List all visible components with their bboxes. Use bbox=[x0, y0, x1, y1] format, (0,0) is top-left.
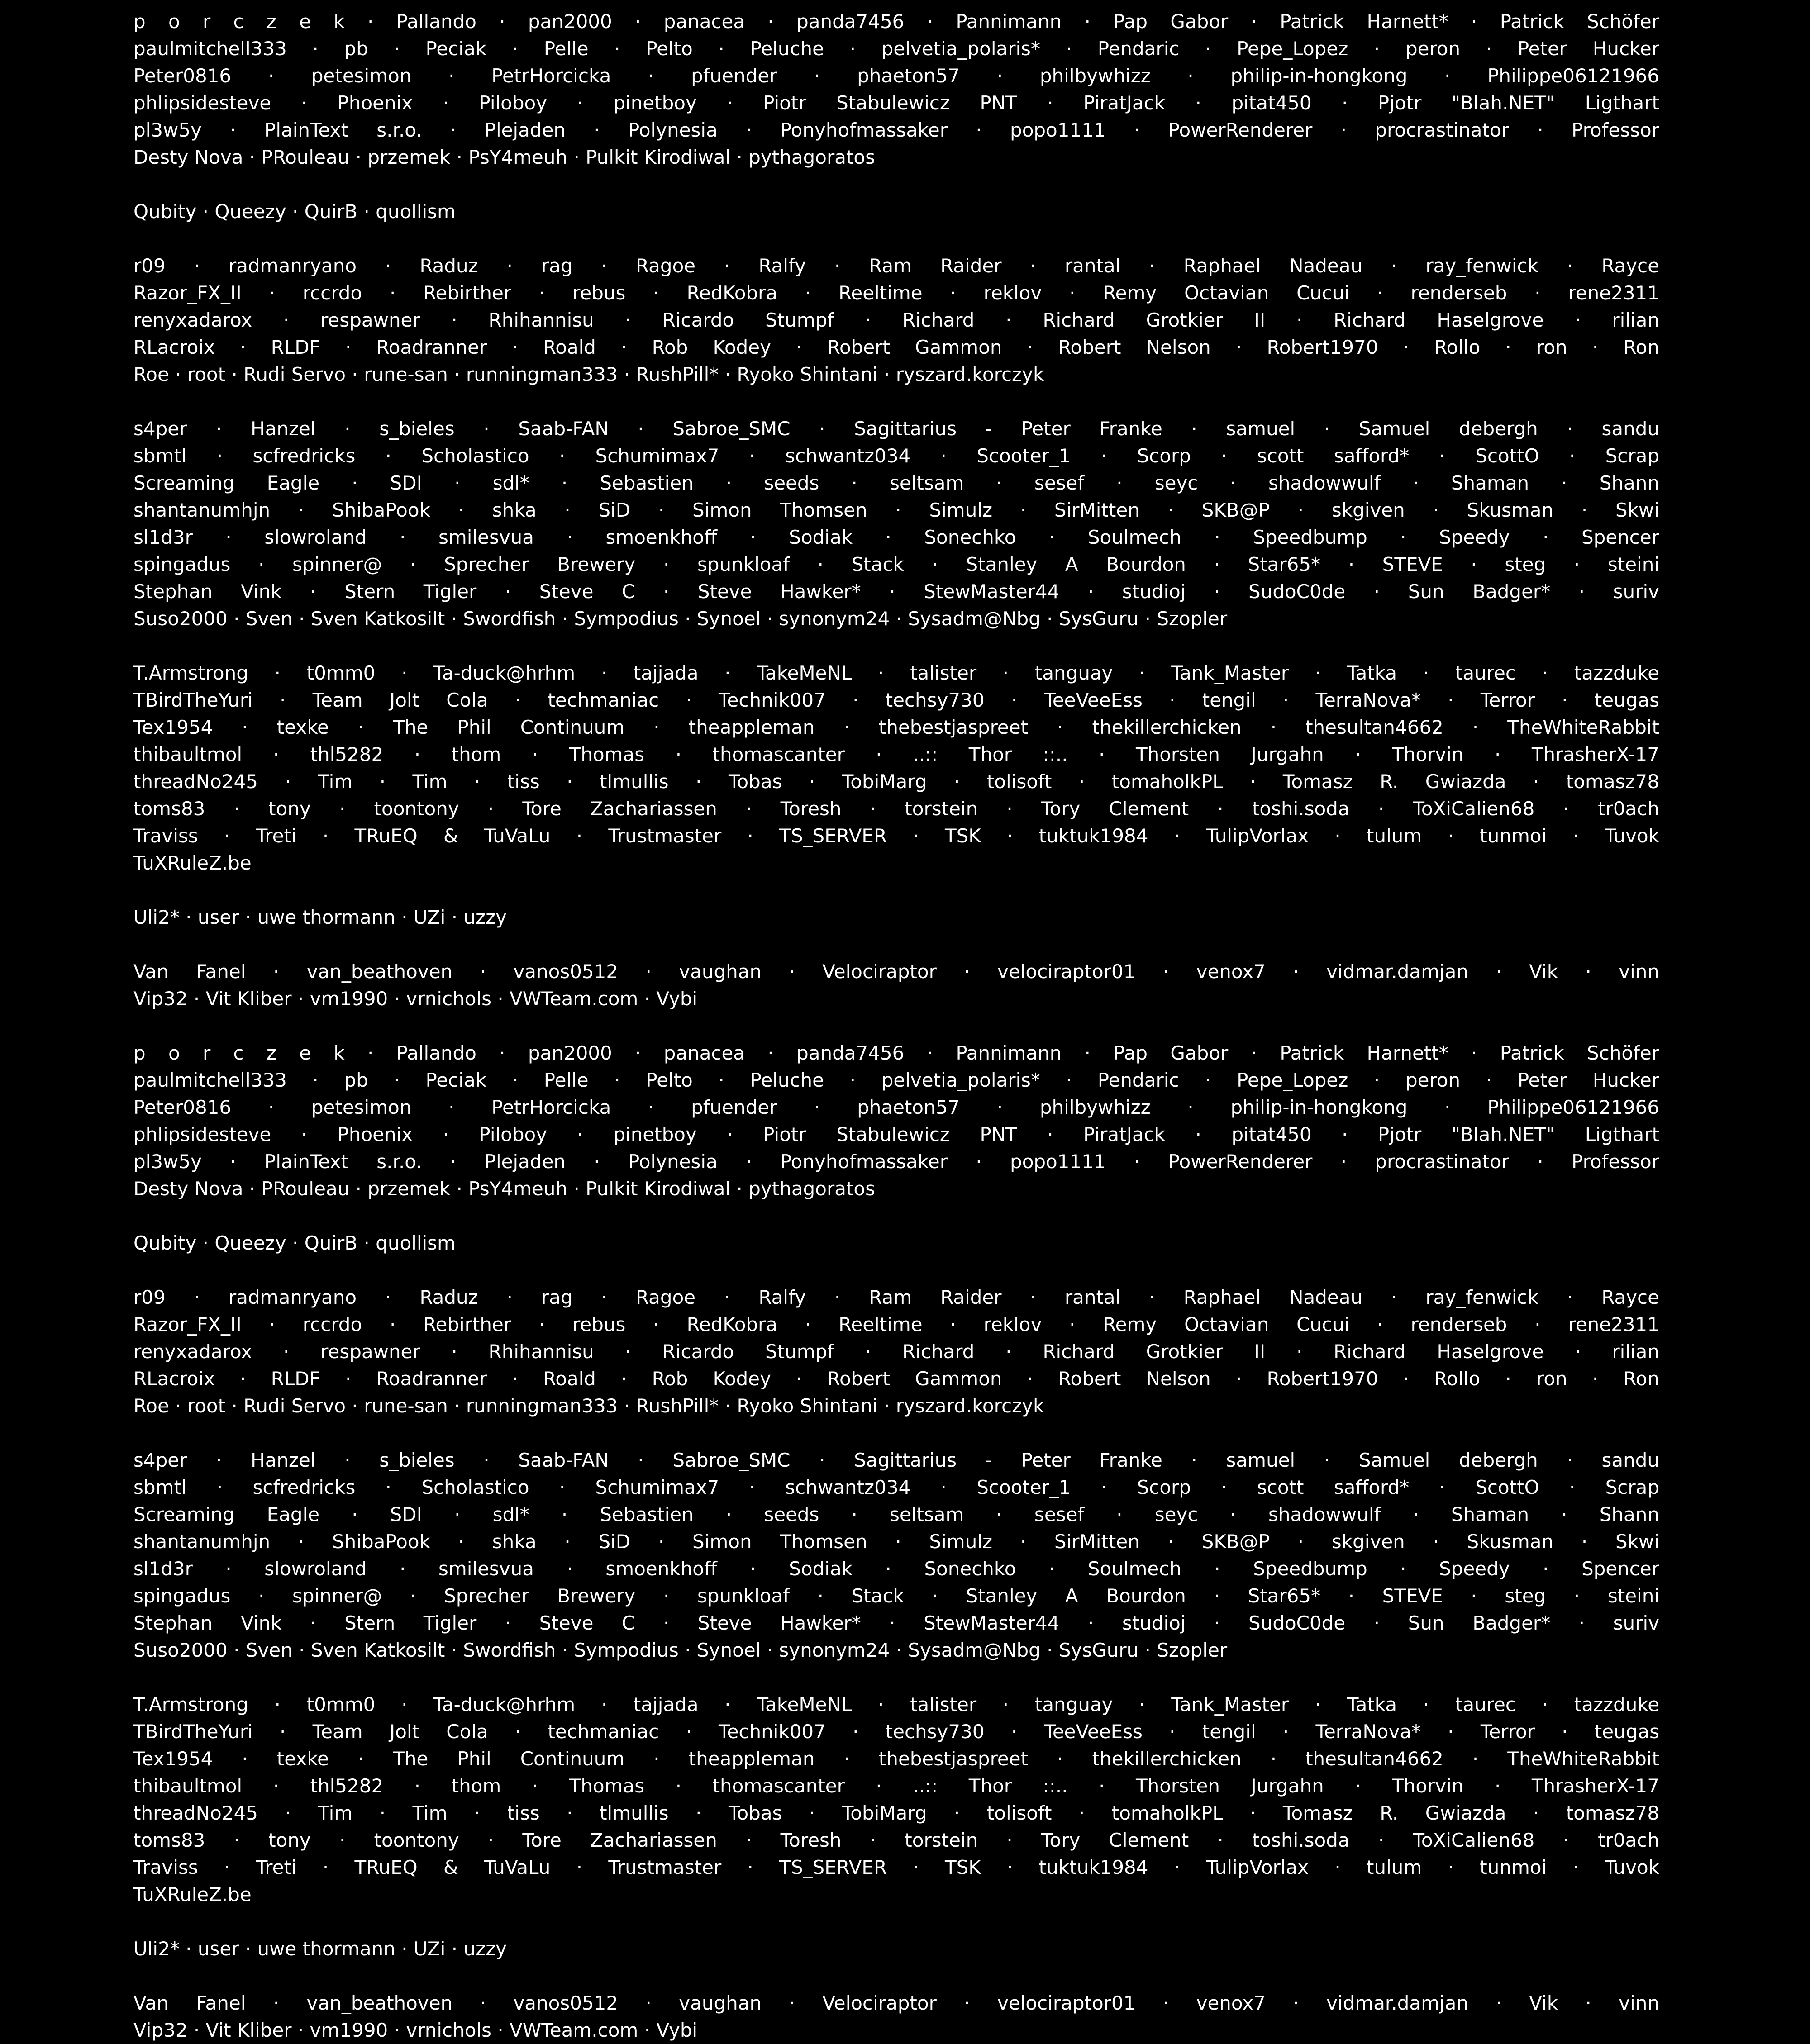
credits-line: TBirdTheYuri · Team Jolt Cola · techmaniac · Technik007 · techsy730 · TeeVeeEss · tengil · TerraNova* · Terror · teugas bbox=[133, 1721, 1659, 1743]
credits-line: Roe · root · Rudi Servo · rune-san · runningman333 · RushPill* · Ryoko Shintani · ryszard.korczyk bbox=[133, 1395, 1044, 1417]
names-block-r bbox=[133, 1284, 1659, 1420]
credits-line: T.Armstrong · t0mm0 · Ta-duck@hrhm · tajjada · TakeMeNL · talister · tanguay · Tank_Master · Tatka · taurec · tazzduke bbox=[133, 1693, 1659, 1716]
credits-line: Stephan Vink · Stern Tigler · Steve C · Steve Hawker* · StewMaster44 · studioj · SudoC0de · Sun Badger* · suriv bbox=[133, 1612, 1659, 1634]
names-block-v bbox=[133, 958, 1659, 1012]
credits-line: p o r c z e k · Pallando · pan2000 · panacea · panda7456 · Pannimann · Pap Gabor · Patrick Harnett* · Patrick Schöfer bbox=[133, 10, 1659, 33]
credits-line: phlipsidesteve · Phoenix · Piloboy · pinetboy · Piotr Stabulewicz PNT · PiratJack · pitat450 · Pjotr "Blah.NET" Ligthart bbox=[133, 92, 1659, 114]
credits-line: spingadus · spinner@ · Sprecher Brewery · spunkloaf · Stack · Stanley A Bourdon · Star65* · STEVE · steg · steini bbox=[133, 553, 1659, 575]
credits-line: TBirdTheYuri · Team Jolt Cola · techmaniac · Technik007 · techsy730 · TeeVeeEss · tengil · TerraNova* · Terror · teugas bbox=[133, 689, 1659, 711]
credits-line: Uli2* · user · uwe thormann · UZi · uzzy bbox=[133, 906, 507, 928]
credits-line: pl3w5y · PlainText s.r.o. · Plejaden · Polynesia · Ponyhofmassaker · popo1111 · PowerRenderer · procrastinator · Professor bbox=[133, 1150, 1659, 1173]
credits-line: Uli2* · user · uwe thormann · UZi · uzzy bbox=[133, 1938, 507, 1960]
credits-line: toms83 · tony · toontony · Tore Zachariassen · Toresh · torstein · Tory Clement · toshi.soda · ToXiCalien68 · tr0ach bbox=[133, 798, 1659, 820]
credits-line: Desty Nova · PRouleau · przemek · PsY4meuh · Pulkit Kirodiwal · pythagoratos bbox=[133, 1178, 876, 1200]
credits-line: thibaultmol · thl5282 · thom · Thomas · thomascanter · ..:: Thor ::.. · Thorsten Jurgahn · Thorvin · ThrasherX-17 bbox=[133, 743, 1659, 765]
credits-line: sl1d3r · slowroland · smilesvua · smoenkhoff · Sodiak · Sonechko · Soulmech · Speedbump · Speedy · Spencer bbox=[133, 1558, 1659, 1580]
names-block-s bbox=[133, 415, 1659, 632]
credits-line: Roe · root · Rudi Servo · rune-san · runningman333 · RushPill* · Ryoko Shintani · ryszard.korczyk bbox=[133, 363, 1044, 385]
credits-line: T.Armstrong · t0mm0 · Ta-duck@hrhm · tajjada · TakeMeNL · talister · tanguay · Tank_Master · Tatka · taurec · tazzduke bbox=[133, 662, 1659, 684]
credits-line: r09 · radmanryano · Raduz · rag · Ragoe · Ralfy · Ram Raider · rantal · Raphael Nadeau · ray_fenwick · Rayce bbox=[133, 1286, 1659, 1308]
credits-line: paulmitchell333 · pb · Peciak · Pelle · Pelto · Peluche · pelvetia_polaris* · Pendaric · Pepe_Lopez · peron · Peter Hucker bbox=[133, 1069, 1659, 1091]
credits-line: RLacroix · RLDF · Roadranner · Roald · Rob Kodey · Robert Gammon · Robert Nelson · Robert1970 · Rollo · ron · Ron bbox=[133, 336, 1659, 358]
credits-line: RLacroix · RLDF · Roadranner · Roald · Rob Kodey · Robert Gammon · Robert Nelson · Robert1970 · Rollo · ron · Ron bbox=[133, 1368, 1659, 1390]
credits-line: spingadus · spinner@ · Sprecher Brewery · spunkloaf · Stack · Stanley A Bourdon · Star65* · STEVE · steg · steini bbox=[133, 1585, 1659, 1607]
credits-line: phlipsidesteve · Phoenix · Piloboy · pinetboy · Piotr Stabulewicz PNT · PiratJack · pitat450 · Pjotr "Blah.NET" Ligthart bbox=[133, 1123, 1659, 1146]
credits-line: Razor_FX_II · rccrdo · Rebirther · rebus · RedKobra · Reeltime · reklov · Remy Octavian Cucui · renderseb · rene2311 bbox=[133, 1313, 1659, 1336]
names-block-q bbox=[133, 1230, 1659, 1257]
names-block-p bbox=[133, 1040, 1659, 1203]
credits-list-copy-1 bbox=[133, 8, 1659, 1012]
credits-line: Vip32 · Vit Kliber · vm1990 · vrnichols · VWTeam.com · Vybi bbox=[133, 988, 698, 1010]
names-block-r bbox=[133, 252, 1659, 388]
credits-line: Qubity · Queezy · QuirB · quollism bbox=[133, 200, 456, 223]
credits-line: p o r c z e k · Pallando · pan2000 · panacea · panda7456 · Pannimann · Pap Gabor · Patrick Harnett* · Patrick Schöfer bbox=[133, 1042, 1659, 1064]
credits-line: s4per · Hanzel · s_bieles · Saab-FAN · Sabroe_SMC · Sagittarius - Peter Franke · samuel · Samuel debergh · sandu bbox=[133, 1449, 1659, 1471]
credits-line: Screaming Eagle · SDI · sdl* · Sebastien · seeds · seltsam · sesef · seyc · shadowwulf · Shaman · Shann bbox=[133, 472, 1659, 494]
credits-line: Qubity · Queezy · QuirB · quollism bbox=[133, 1232, 456, 1254]
credits-line: Traviss · Treti · TRuEQ & TuVaLu · Trustmaster · TS_SERVER · TSK · tuktuk1984 · TulipVorlax · tulum · tunmoi · Tuvok bbox=[133, 1856, 1659, 1878]
credits-line: thibaultmol · thl5282 · thom · Thomas · thomascanter · ..:: Thor ::.. · Thorsten Jurgahn · Thorvin · ThrasherX-17 bbox=[133, 1775, 1659, 1797]
credits-line: sbmtl · scfredricks · Scholastico · Schumimax7 · schwantz034 · Scooter_1 · Scorp · scott safford* · ScottO · Scrap bbox=[133, 1476, 1659, 1498]
credits-line: r09 · radmanryano · Raduz · rag · Ragoe · Ralfy · Ram Raider · rantal · Raphael Nadeau · ray_fenwick · Rayce bbox=[133, 255, 1659, 277]
names-block-u bbox=[133, 904, 1659, 931]
names-block-t bbox=[133, 660, 1659, 877]
credits-line: Tex1954 · texke · The Phil Continuum · theappleman · thebestjaspreet · thekillerchicken · thesultan4662 · TheWhiteRabbit bbox=[133, 1748, 1659, 1770]
credits-line: Suso2000 · Sven · Sven Katkosilt · Swordfish · Sympodius · Synoel · synonym24 · Sysadm@Nbg · SysGuru · Szopler bbox=[133, 1639, 1228, 1661]
credits-line: TuXRuleZ.be bbox=[133, 1883, 252, 1906]
credits-line: paulmitchell333 · pb · Peciak · Pelle · Pelto · Peluche · pelvetia_polaris* · Pendaric · Pepe_Lopez · peron · Peter Hucker bbox=[133, 38, 1659, 60]
credits-line: Suso2000 · Sven · Sven Katkosilt · Swordfish · Sympodius · Synoel · synonym24 · Sysadm@Nbg · SysGuru · Szopler bbox=[133, 608, 1228, 630]
credits-line: toms83 · tony · toontony · Tore Zachariassen · Toresh · torstein · Tory Clement · toshi.soda · ToXiCalien68 · tr0ach bbox=[133, 1829, 1659, 1851]
names-block-s bbox=[133, 1447, 1659, 1664]
credits-line: pl3w5y · PlainText s.r.o. · Plejaden · Polynesia · Ponyhofmassaker · popo1111 · PowerRenderer · procrastinator · Professor bbox=[133, 119, 1659, 141]
credits-line: sl1d3r · slowroland · smilesvua · smoenkhoff · Sodiak · Sonechko · Soulmech · Speedbump · Speedy · Spencer bbox=[133, 526, 1659, 548]
credits-line: Tex1954 · texke · The Phil Continuum · theappleman · thebestjaspreet · thekillerchicken · thesultan4662 · TheWhiteRabbit bbox=[133, 716, 1659, 738]
credits-line: Van Fanel · van_beathoven · vanos0512 · vaughan · Velociraptor · velociraptor01 · venox7 · vidmar.damjan · Vik · vinn bbox=[133, 1992, 1659, 2014]
credits-line: Peter0816 · petesimon · PetrHorcicka · pfuender · phaeton57 · philbywhizz · philip-in-hongkong · Philippe06121966 bbox=[133, 65, 1659, 87]
credits-line: threadNo245 · Tim · Tim · tiss · tlmullis · Tobas · TobiMarg · tolisoft · tomaholkPL · Tomasz R. Gwiazda · tomasz78 bbox=[133, 770, 1659, 793]
names-block-q bbox=[133, 198, 1659, 225]
names-block-u bbox=[133, 1935, 1659, 1963]
credits-list-copy-2 bbox=[133, 1040, 1659, 2044]
credits-line: Screaming Eagle · SDI · sdl* · Sebastien · seeds · seltsam · sesef · seyc · shadowwulf · Shaman · Shann bbox=[133, 1503, 1659, 1526]
credits-line: shantanumhjn · ShibaPook · shka · SiD · Simon Thomsen · Simulz · SirMitten · SKB@P · skgiven · Skusman · Skwi bbox=[133, 499, 1659, 521]
names-block-t bbox=[133, 1691, 1659, 1908]
credits-line: shantanumhjn · ShibaPook · shka · SiD · Simon Thomsen · Simulz · SirMitten · SKB@P · skgiven · Skusman · Skwi bbox=[133, 1531, 1659, 1553]
names-block-p bbox=[133, 8, 1659, 171]
credits-line: renyxadarox · respawner · Rhihannisu · Ricardo Stumpf · Richard · Richard Grotkier II · Richard Haselgrove · rilian bbox=[133, 1340, 1659, 1363]
credits-line: Van Fanel · van_beathoven · vanos0512 · vaughan · Velociraptor · velociraptor01 · venox7 · vidmar.damjan · Vik · vinn bbox=[133, 960, 1659, 983]
credits-line: Desty Nova · PRouleau · przemek · PsY4meuh · Pulkit Kirodiwal · pythagoratos bbox=[133, 146, 876, 168]
credits-line: Peter0816 · petesimon · PetrHorcicka · pfuender · phaeton57 · philbywhizz · philip-in-hongkong · Philippe06121966 bbox=[133, 1096, 1659, 1118]
credits-line: Razor_FX_II · rccrdo · Rebirther · rebus · RedKobra · Reeltime · reklov · Remy Octavian Cucui · renderseb · rene2311 bbox=[133, 282, 1659, 304]
credits-line: Stephan Vink · Stern Tigler · Steve C · Steve Hawker* · StewMaster44 · studioj · SudoC0de · Sun Badger* · suriv bbox=[133, 580, 1659, 603]
credits-line: s4per · Hanzel · s_bieles · Saab-FAN · Sabroe_SMC · Sagittarius - Peter Franke · samuel · Samuel debergh · sandu bbox=[133, 418, 1659, 440]
credits-line: renyxadarox · respawner · Rhihannisu · Ricardo Stumpf · Richard · Richard Grotkier II · Richard Haselgrove · rilian bbox=[133, 309, 1659, 331]
credits-line: threadNo245 · Tim · Tim · tiss · tlmullis · Tobas · TobiMarg · tolisoft · tomaholkPL · Tomasz R. Gwiazda · tomasz78 bbox=[133, 1802, 1659, 1824]
credits-line: TuXRuleZ.be bbox=[133, 852, 252, 874]
credits-line: sbmtl · scfredricks · Scholastico · Schumimax7 · schwantz034 · Scooter_1 · Scorp · scott safford* · ScottO · Scrap bbox=[133, 445, 1659, 467]
credits-line: Traviss · Treti · TRuEQ & TuVaLu · Trustmaster · TS_SERVER · TSK · tuktuk1984 · TulipVorlax · tulum · tunmoi · Tuvok bbox=[133, 825, 1659, 847]
names-block-v bbox=[133, 1990, 1659, 2044]
credits-line: Vip32 · Vit Kliber · vm1990 · vrnichols · VWTeam.com · Vybi bbox=[133, 2019, 698, 2041]
